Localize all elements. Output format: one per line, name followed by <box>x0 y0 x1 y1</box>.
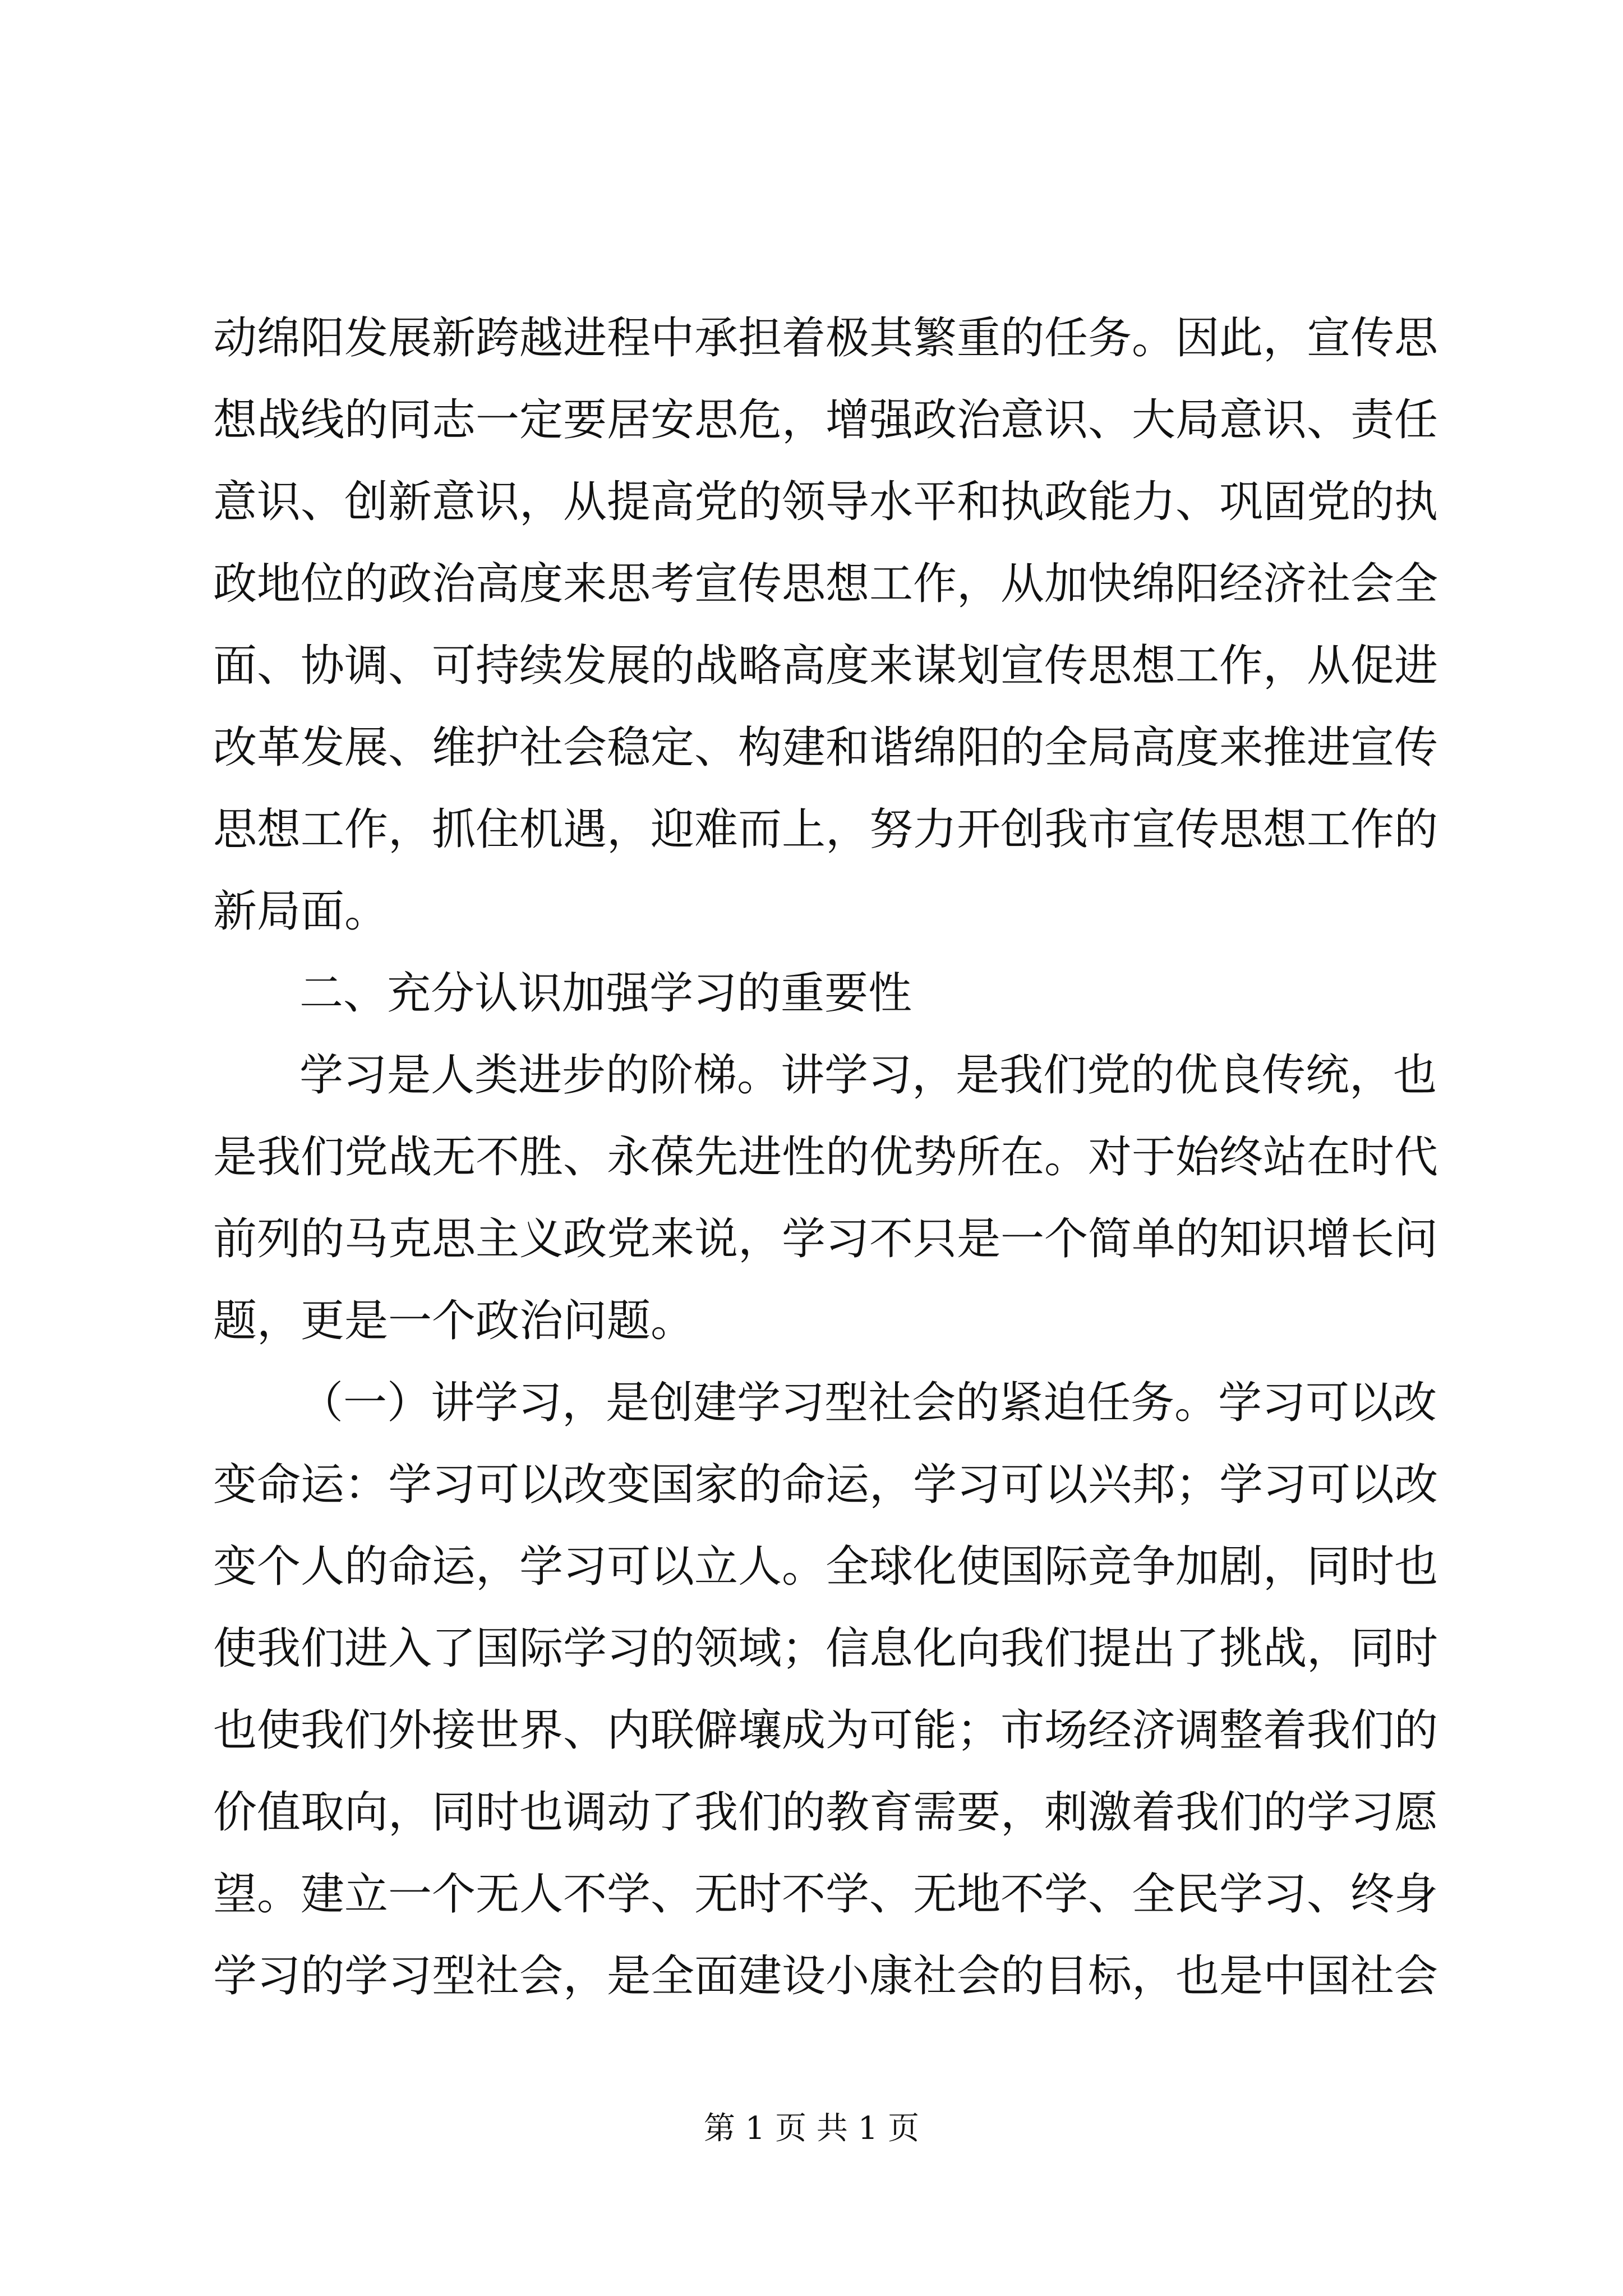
subsection-line: （一）讲学习，是创建学习型社会的紧迫任务。学习可以改 <box>299 1378 1437 1428</box>
text-line: 政地位的政治高度来思考宣传思想工作，从加快绵阳经济社会全 <box>213 559 1438 609</box>
body-text <box>213 297 1438 2017</box>
text-line: 使我们进入了国际学习的领域；信息化向我们提出了挑战，同时 <box>213 1623 1438 1674</box>
text-line: 思想工作，抓住机遇，迎难而上，努力开创我市宣传思想工作的 <box>213 804 1438 855</box>
text-line: 是我们党战无不胜、永葆先进性的优势所在。对于始终站在时代 <box>213 1132 1438 1182</box>
text-line: 学习是人类进步的阶梯。讲学习，是我们党的优良传统，也 <box>299 1050 1437 1101</box>
text-line: 学习的学习型社会，是全面建设小康社会的目标，也是中国社会 <box>213 1951 1438 2001</box>
text-line: 变命运：学习可以改变国家的命运，学习可以兴邦；学习可以改 <box>213 1460 1438 1510</box>
section-heading: 二、充分认识加强学习的重要性 <box>299 968 912 1019</box>
text-line: 题，更是一个政治问题。 <box>213 1296 695 1346</box>
text-line: 面、协调、可持续发展的战略高度来谋划宣传思想工作，从促进 <box>213 641 1438 691</box>
page-footer: 第 1 页 共 1 页 <box>703 2110 920 2147</box>
text-line: 想战线的同志一定要居安思危，增强政治意识、大局意识、责任 <box>213 395 1438 445</box>
text-line: 改革发展、维护社会稳定、构建和谐绵阳的全局高度来推进宣传 <box>213 723 1438 773</box>
text-line: 意识、创新意识，从提高党的领导水平和执政能力、巩固党的执 <box>213 477 1438 527</box>
text-line: 动绵阳发展新跨越进程中承担着极其繁重的任务。因此，宣传思 <box>213 313 1438 364</box>
text-line: 前列的马克思主义政党来说，学习不只是一个简单的知识增长问 <box>213 1214 1438 1264</box>
text-line: 望。建立一个无人不学、无时不学、无地不学、全民学习、终身 <box>213 1869 1438 1920</box>
text-line: 变个人的命运，学习可以立人。全球化使国际竞争加剧，同时也 <box>213 1542 1438 1592</box>
text-line: 新局面。 <box>213 886 389 937</box>
text-line: 价值取向，同时也调动了我们的教育需要，刺激着我们的学习愿 <box>213 1787 1438 1838</box>
text-line: 也使我们外接世界、内联僻壤成为可能；市场经济调整着我们的 <box>213 1705 1438 1756</box>
